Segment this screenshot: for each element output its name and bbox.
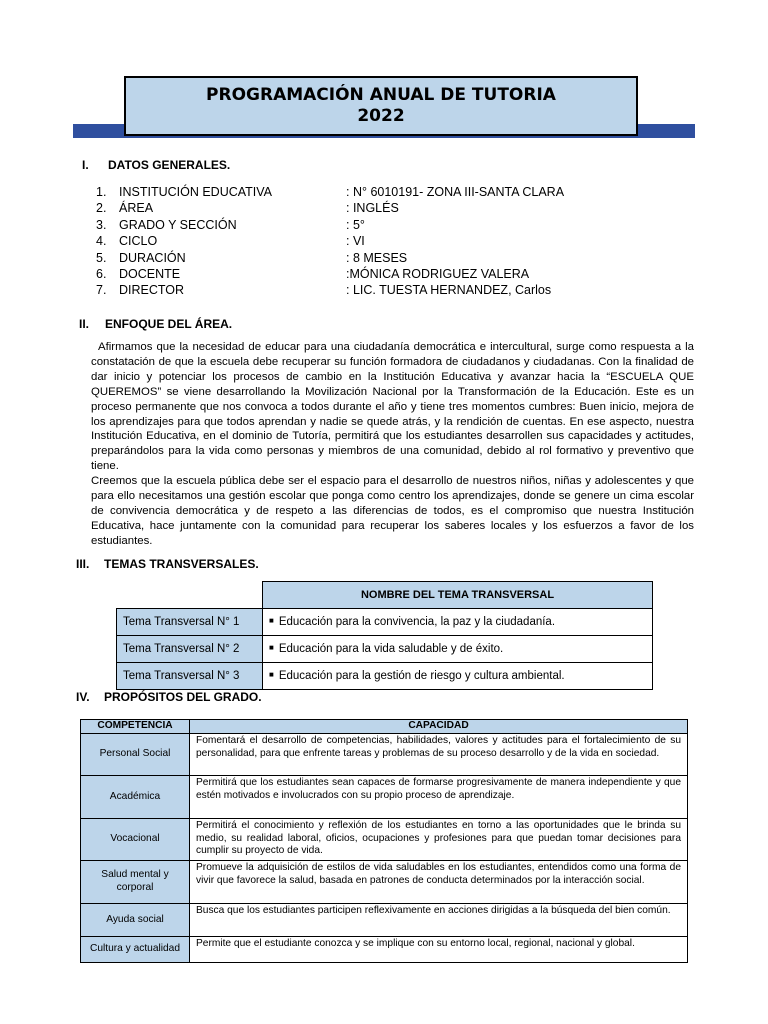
datos-value: : N° 6010191- ZONA III-SANTA CLARA — [346, 185, 565, 199]
document-year: 2022 — [357, 106, 405, 126]
datos-key: CICLO — [119, 234, 158, 249]
tema-value-cell — [263, 662, 653, 689]
datos-row — [96, 217, 696, 233]
competencia-cell: Salud mental y corporal — [81, 861, 190, 904]
section-label: DATOS GENERALES. — [108, 158, 231, 172]
column-header-competencia: COMPETENCIA — [81, 720, 190, 734]
datos-number: 7. — [96, 283, 107, 298]
section-number: III. — [76, 557, 90, 571]
datos-number: 5. — [96, 250, 107, 265]
datos-row — [96, 282, 696, 298]
datos-key: INSTITUCIÓN EDUCATIVA — [119, 185, 273, 199]
datos-number: 6. — [96, 266, 107, 281]
section-heading-propositos — [76, 690, 262, 704]
datos-key: ÁREA — [119, 201, 154, 216]
competencia-cell: Vocacional — [81, 819, 190, 861]
section-number: IV. — [76, 690, 90, 704]
datos-generales-list — [96, 184, 696, 299]
datos-key: DIRECTOR — [119, 283, 185, 298]
temas-transversales-table — [116, 581, 653, 690]
capacidad-cell: Fomentará el desarrollo de competencias, habilidades, valores y actitudes para el fortalecimiento de su personalidad, para que enfrente tareas y problemas de su proceso desarrollo y de la vida en sociedad. — [190, 734, 688, 776]
square-bullet-icon: ■ — [269, 669, 274, 679]
column-header-capacidad: CAPACIDAD — [190, 720, 688, 734]
document-title: PROGRAMACIÓN ANUAL DE TUTORIA — [206, 85, 556, 105]
table-row — [81, 861, 688, 904]
square-bullet-icon: ■ — [269, 615, 274, 625]
tema-value: Educación para la gestión de riesgo y cultura ambiental. — [278, 669, 565, 682]
capacidad-cell: Busca que los estudiantes participen reflexivamente en acciones dirigidas a la búsqueda del bien común. — [190, 904, 688, 937]
capacidad-cell: Permitirá que los estudiantes sean capaces de formarse progresivamente de manera independiente y que estén motivados e involucrados con su propio proceso de aprendizaje. — [190, 776, 688, 819]
table-header-row — [81, 720, 688, 734]
datos-value: :MÓNICA RODRIGUEZ VALERA — [346, 266, 530, 281]
section-label: TEMAS TRANSVERSALES. — [104, 557, 259, 571]
tema-value: Educación para la vida saludable y de éxito. — [278, 642, 504, 655]
table-row — [117, 608, 653, 635]
competencia-cell: Personal Social — [81, 734, 190, 776]
propositos-table — [80, 719, 688, 963]
section-label: PROPÓSITOS DEL GRADO. — [104, 690, 262, 704]
document-title-box — [124, 76, 638, 136]
section-number: I. — [82, 158, 89, 172]
datos-row — [96, 266, 696, 282]
table-header-row — [117, 582, 653, 609]
tema-value-cell — [263, 635, 653, 662]
datos-value: : INGLÉS — [346, 201, 399, 216]
datos-row — [96, 233, 696, 249]
blank-cell — [117, 582, 263, 609]
table-row — [81, 776, 688, 819]
enfoque-paragraph-1: Afirmamos que la necesidad de educar para una ciudadanía democrática e intercultural, surge como respuesta a la constatación de que la escuela debe recuperar su función formadora de ciudadanos y ciudadanas. Con la finalidad de dar inicio y potenciar los procesos de cambio en la Institución Educativa y avanzar hacia la “ESCUELA QUE QUEREMOS” se viene desarrollando la Movilización Nacional por la Transformación de la Educación. Este es un proceso permanente que nos convoca a todos durante el año y tiene tres momentos cumbres: Buen inicio, mejora de los aprendizajes para que todos aprendan y nadie se quede atrás, y la rendición de cuentas. En ese aspecto, nuestra Institución Educativa, en el dominio de Tutoría, permitirá que los estudiantes desarrollen sus capacidades y actitudes, preparándolos para la vida como personas y miembros de una comunidad, debido al rol formativo y preventivo que tiene. — [91, 341, 694, 473]
enfoque-text — [91, 340, 694, 549]
datos-key: DOCENTE — [119, 266, 181, 281]
tema-label: Tema Transversal N° 3 — [117, 662, 263, 689]
enfoque-paragraph-2: Creemos que la escuela pública debe ser el espacio para el desarrollo de nuestros niños, niñas y adolescentes y que para ello necesitamos una gestión escolar que ponga como centro los aprendizajes, donde se genere un cima escolar de convivencia democrática y de respeto a las diferencias de todos, es el compromiso que nuestra Institución Educativa, hace juntamente con la comunidad para recuperar los saberes locales y los esfuerzos a favor de los estudiantes. — [91, 475, 694, 547]
capacidad-cell: Permite que el estudiante conozca y se implique con su entorno local, regional, nacional y global. — [190, 937, 688, 963]
table-row — [81, 904, 688, 937]
tema-label: Tema Transversal N° 2 — [117, 635, 263, 662]
section-number: II. — [79, 317, 90, 331]
competencia-cell: Ayuda social — [81, 904, 190, 937]
section-heading-temas — [76, 557, 259, 571]
datos-key: GRADO Y SECCIÓN — [119, 217, 237, 232]
datos-value: : LIC. TUESTA HERNANDEZ, Carlos — [346, 283, 552, 298]
capacidad-cell: Permitirá el conocimiento y reflexión de los estudiantes en torno a las oportunidades que le brinda su medio, su realidad laboral, oficios, ocupaciones y profesiones para que puedan tomar decisiones para cumplir su proyecto de vida. — [190, 819, 688, 861]
table-row — [117, 635, 653, 662]
section-heading-datos-generales — [82, 158, 230, 172]
datos-value: : VI — [346, 234, 365, 249]
section-label: ENFOQUE DEL ÁREA. — [105, 317, 233, 331]
datos-row — [96, 184, 696, 200]
tema-label: Tema Transversal N° 1 — [117, 608, 263, 635]
square-bullet-icon: ■ — [269, 642, 274, 652]
datos-value: : 5° — [346, 217, 365, 232]
datos-number: 2. — [96, 201, 107, 216]
competencia-cell: Cultura y actualidad — [81, 937, 190, 963]
tema-value-cell — [263, 608, 653, 635]
table-row — [81, 819, 688, 861]
datos-number: 3. — [96, 217, 107, 232]
tema-value: Educación para la convivencia, la paz y la ciudadanía. — [278, 615, 556, 628]
datos-value: : 8 MESES — [346, 250, 408, 265]
table-header: NOMBRE DEL TEMA TRANSVERSAL — [263, 582, 653, 609]
datos-key: DURACIÓN — [119, 250, 186, 265]
section-heading-enfoque — [79, 317, 232, 331]
datos-number: 1. — [96, 185, 107, 199]
table-row — [81, 734, 688, 776]
table-row — [117, 662, 653, 689]
datos-number: 4. — [96, 234, 107, 249]
competencia-cell: Académica — [81, 776, 190, 819]
datos-row — [96, 200, 696, 216]
capacidad-cell: Promueve la adquisición de estilos de vida saludables en los estudiantes, entendidos como una forma de vivir que favorece la salud, basada en patrones de conducta determinados por la interacción social. — [190, 861, 688, 904]
datos-row — [96, 250, 696, 266]
table-row — [81, 937, 688, 963]
